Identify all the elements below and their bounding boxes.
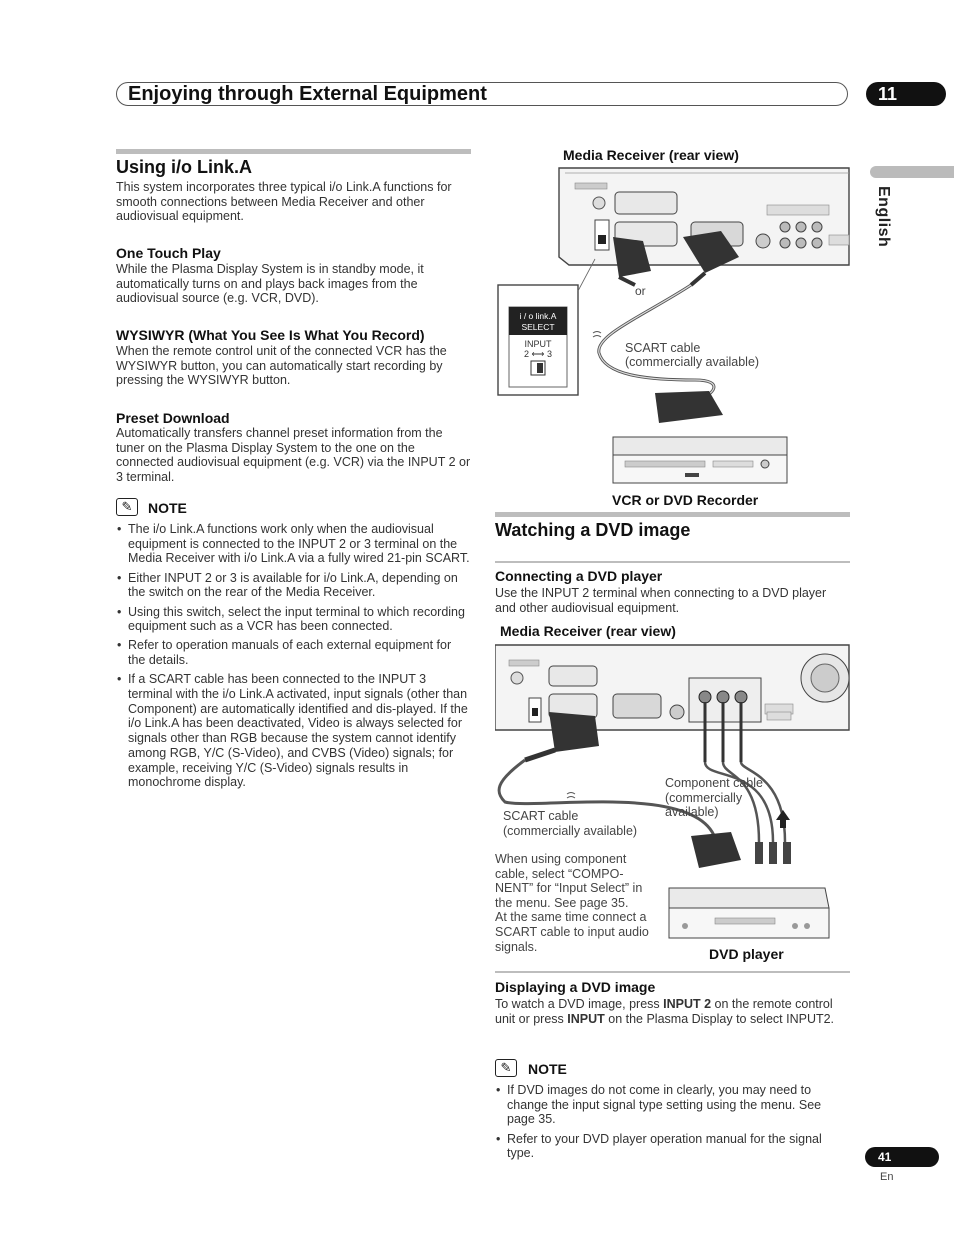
feature-text: Automatically transfers channel preset information from the tuner on the Plasma Display System to the one on the connected audiovisual equipment (e.g. VCR) via the INPUT 2 or 3 terminal. (116, 426, 471, 485)
subsection-text (495, 997, 853, 1026)
note-pencil-icon: ✎ (116, 498, 138, 516)
bold-key: INPUT 2 (663, 997, 712, 1011)
component-cable-label: Component cable (665, 776, 763, 790)
dvd-player (669, 888, 829, 938)
section-title-dvd: Watching a DVD image (495, 520, 691, 540)
subsection-text: Use the INPUT 2 terminal when connecting to a DVD player and other audiovisual equipment. (495, 586, 827, 615)
note-label: NOTE (528, 1061, 567, 1077)
list-item: • Refer to operation manuals of each external equipment for the details. (116, 638, 471, 667)
page-number: 41 (865, 1147, 939, 1167)
section-rule (116, 149, 471, 154)
diagram-caption: Media Receiver (rear view) (563, 147, 739, 163)
scart-cable-label: (commercially available) (625, 355, 760, 369)
up-arrow-icon (776, 810, 790, 828)
component-note-line: signals. (495, 939, 538, 954)
note-list (116, 522, 471, 794)
feature-title: WYSIWYR (What You See Is What You Record) (116, 327, 425, 343)
component-note-line: SCART cable to input audio (495, 924, 649, 939)
text-run: on the Plasma Display to select INPUT2. (604, 1011, 835, 1026)
list-item: • Using this switch, select the input terminal to which recording equipment such as a VCR has been connected. (116, 605, 471, 634)
inset-subtitle: SELECT (521, 322, 555, 332)
language-tab-label: English (875, 186, 892, 248)
component-note-line: At the same time connect a (495, 910, 647, 925)
page-title: Enjoying through External Equipment (128, 83, 487, 105)
or-label: or (635, 284, 646, 298)
component-note (495, 852, 665, 954)
list-item: • Either INPUT 2 or 3 is available for i/o Link.A, depending on the switch on the rear of the Media Receiver. (116, 571, 471, 600)
text-run: on the remote control unit or press (495, 997, 833, 1026)
bold-key: INPUT (567, 1011, 605, 1026)
component-note-line: the menu. See page 35. (495, 895, 629, 910)
note-pencil-icon: ✎ (495, 1059, 517, 1077)
section-rule (495, 512, 850, 517)
component-cable-label: (commercially (665, 791, 743, 805)
diagram-caption: Media Receiver (rear view) (500, 623, 676, 639)
subsection-rule (495, 561, 850, 563)
chapter-badge: 11 (866, 82, 946, 106)
inset-input-label: INPUT (524, 339, 552, 349)
scart-cable-label: (commercially available) (503, 824, 638, 838)
intro-paragraph: This system incorporates three typical i/o Link.A functions for smooth connections between Media Receiver and other audiovisual equipment. (116, 180, 452, 224)
component-note-line: When using component (495, 852, 627, 866)
list-item: • If a SCART cable has been connected to the INPUT 3 terminal with the i/o Link.A activated, input signals (other than Component) are automatically identified and dis-played. If the i/o Link.A has been deactivated, Video is always selected for signals other than RGB because the system cannot identify among RGB, Y/C (S-Video), and CVBS (Video) signals; for example, receiving Y/C (S-Video) signals results in monochrome display. (116, 672, 471, 790)
inset-input-numbers: 2 ⟷ 3 (524, 349, 552, 359)
subsection-title: Displaying a DVD image (495, 979, 656, 995)
inset-title: i / o link.A (519, 311, 557, 321)
note-label: NOTE (148, 500, 187, 516)
list-item: • Refer to your DVD player operation manual for the signal type. (495, 1132, 840, 1161)
vcr-dvd-recorder (613, 437, 787, 483)
feature-text: While the Plasma Display System is in standby mode, it automatically turns on and plays back images from the audiovisual source (e.g. VCR, DVD). (116, 262, 424, 306)
io-link-connection-diagram (495, 165, 855, 510)
list-item: • If DVD images do not come in clearly, you may need to change the input signal type setting using the menu. See page 35. (495, 1083, 840, 1127)
diagram-caption: DVD player (709, 946, 784, 962)
feature-title: One Touch Play (116, 245, 221, 261)
component-note-line: cable, select “COMPO- (495, 866, 624, 881)
page-language-code: En (880, 1171, 894, 1183)
media-receiver-rear-panel (495, 645, 849, 730)
section-title-io-link: Using i/o Link.A (116, 157, 253, 177)
feature-text: When the remote control unit of the connected VCR has the WYSIWYR button, you can automatically start recording by pressing the WYSIWYR button. (116, 344, 447, 388)
diagram-caption: VCR or DVD Recorder (612, 492, 759, 508)
scart-cable-label: SCART cable (503, 809, 579, 823)
language-tab-bar (870, 166, 954, 178)
list-item: • The i/o Link.A functions work only when the audiovisual equipment is connected to the INPUT 2 or 3 terminal on the Media Receiver with i/o Link.A via a fully wired 21-pin SCART. (116, 522, 471, 566)
component-note-line: NENT” for “Input Select” in (495, 881, 643, 896)
subsection-rule (495, 971, 850, 973)
note-list (495, 1083, 840, 1166)
component-cable-label: available) (665, 805, 719, 819)
feature-title: Preset Download (116, 410, 230, 426)
text-run: To watch a DVD image, press (495, 997, 664, 1011)
subsection-title: Connecting a DVD player (495, 568, 663, 584)
scart-cable-label: SCART cable (625, 341, 701, 355)
